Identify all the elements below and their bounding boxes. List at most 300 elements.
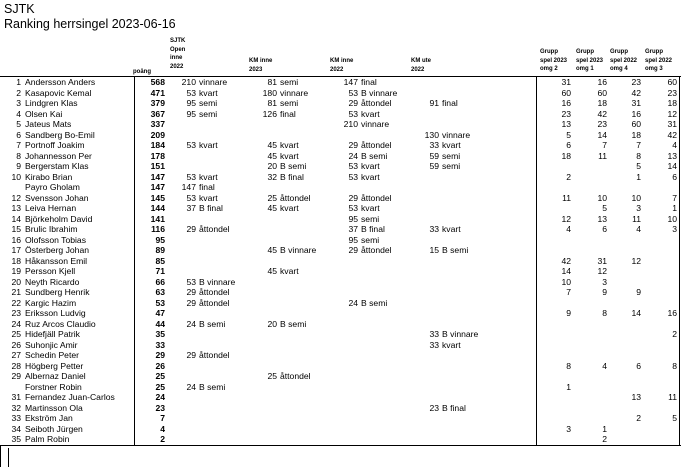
cell-g2 — [574, 392, 607, 403]
cell-g2: 1 — [602, 423, 607, 434]
cell-kup — [411, 109, 439, 120]
cell-kup — [411, 77, 439, 88]
cell-kup: 33 — [429, 224, 439, 234]
cell-or: B vinnare — [199, 276, 236, 287]
header-km22-l2: 2022 — [330, 66, 344, 73]
cell-k22r — [361, 350, 409, 361]
cell-or — [199, 361, 247, 372]
cell-g1: 1 — [566, 381, 571, 392]
cell-g4 — [644, 382, 677, 393]
cell-k22p: 53 — [348, 108, 358, 119]
cell-g2 — [574, 161, 607, 172]
cell-points: 71 — [155, 266, 165, 276]
cell-k23r: kvart — [280, 140, 299, 150]
cell-or — [199, 151, 247, 162]
cell-rank: 28 — [11, 360, 21, 371]
cell-k23r: semi — [280, 98, 299, 108]
cell-g1: 6 — [566, 140, 571, 150]
cell-kup — [411, 214, 439, 225]
cell-kup: 23 — [429, 402, 439, 413]
cell-name: Jateus Mats — [25, 119, 72, 129]
cell-kup — [411, 350, 439, 361]
cell-k22p — [330, 308, 358, 319]
row-header-divider — [0, 445, 1, 467]
cell-k22r: kvart — [361, 108, 380, 119]
cell-name: Fernandez Juan-Carlos — [25, 392, 115, 402]
cell-k22r: kvart — [361, 161, 380, 171]
cell-rank: 19 — [11, 266, 21, 276]
cell-kup — [411, 434, 439, 445]
cell-kur: kvart — [442, 339, 461, 350]
cell-kup — [411, 193, 439, 204]
cell-rank: 5 — [16, 119, 21, 129]
cell-g1 — [538, 392, 571, 403]
cell-name: Neyth Ricardo — [25, 276, 80, 287]
cell-op — [167, 392, 196, 403]
cell-k22p: 53 — [348, 87, 358, 98]
cell-rank: 8 — [16, 150, 21, 161]
cell-op — [167, 308, 196, 319]
cell-k22p — [330, 371, 358, 382]
cell-k22r — [361, 287, 409, 298]
cell-points: 89 — [155, 245, 165, 255]
cell-k23r: B semi — [280, 318, 307, 329]
cell-g2: 23 — [597, 119, 607, 129]
cell-op: 24 — [186, 381, 196, 392]
cell-op — [167, 256, 196, 267]
cell-g4: 60 — [667, 77, 677, 87]
cell-g4 — [644, 434, 677, 445]
cell-name: Brulic Ibrahim — [25, 224, 78, 234]
cell-k23r: kvart — [280, 266, 299, 276]
cell-kup — [411, 361, 439, 372]
cell-or — [199, 130, 247, 141]
cell-kur — [442, 193, 490, 204]
cell-points: 367 — [150, 108, 165, 119]
cell-kur: B semi — [442, 245, 469, 255]
cell-g3 — [609, 298, 641, 309]
cell-or — [199, 161, 247, 172]
cell-g1: 14 — [561, 266, 571, 276]
cell-kur — [442, 382, 490, 393]
cell-k22p: 29 — [348, 98, 358, 108]
cell-op — [167, 371, 196, 382]
cell-k22p: 147 — [343, 77, 358, 87]
cell-g4 — [644, 277, 677, 288]
cell-rank: 7 — [16, 140, 21, 150]
cell-kup: 33 — [429, 339, 439, 350]
cell-g2 — [574, 319, 607, 330]
cell-rank: 23 — [11, 308, 21, 318]
cell-g1: 8 — [566, 360, 571, 371]
cell-points: 116 — [151, 224, 165, 234]
header-open-l2: Open — [170, 46, 186, 53]
cell-g2: 42 — [597, 108, 607, 119]
cell-points: 141 — [150, 213, 165, 224]
header-g1-l1: Grupp — [540, 49, 558, 55]
cell-kur — [442, 298, 490, 309]
cell-or — [199, 308, 247, 319]
cell-rank: 25 — [11, 329, 21, 339]
cell-points: 2 — [160, 434, 165, 444]
cell-g2: 9 — [602, 287, 607, 297]
cell-kup: 33 — [429, 329, 439, 339]
cell-k23p — [249, 287, 277, 298]
cell-g3: 23 — [631, 77, 641, 87]
cell-k22r — [361, 361, 409, 372]
cell-g3: 13 — [631, 392, 641, 402]
cell-g3: 10 — [631, 192, 641, 203]
cell-op: 53 — [186, 276, 196, 287]
cell-g2: 14 — [597, 129, 607, 140]
cell-g2: 12 — [597, 266, 607, 276]
cell-or: åttondel — [199, 350, 230, 360]
header-points: poäng — [133, 69, 151, 75]
cell-kur — [442, 308, 490, 319]
header-km23-l1: KM inne — [249, 58, 273, 64]
cell-points: 95 — [155, 234, 165, 245]
cell-g4: 2 — [672, 329, 677, 339]
cell-g4: 14 — [667, 161, 677, 171]
cell-kur — [442, 361, 490, 372]
cell-g4 — [644, 256, 677, 267]
cell-rank: 33 — [11, 413, 21, 423]
cell-k23r — [280, 424, 328, 435]
cell-k22r: vinnare — [361, 119, 390, 129]
cell-g3: 2 — [636, 413, 641, 423]
cell-rank: 9 — [16, 161, 21, 171]
cell-k23p — [249, 224, 277, 235]
cell-kup — [411, 182, 439, 193]
cell-name: Håkansson Emil — [25, 255, 88, 266]
cell-op — [167, 340, 196, 351]
cell-g3: 12 — [631, 255, 641, 266]
cell-k23p — [249, 182, 277, 193]
cell-points: 147 — [150, 182, 165, 192]
cell-g4: 12 — [667, 108, 677, 119]
cell-name: Björkeholm David — [25, 213, 93, 224]
cell-g4: 1 — [672, 203, 677, 213]
cell-kur: final — [442, 98, 458, 108]
cell-k22r — [361, 340, 409, 351]
cell-g3: 9 — [636, 287, 641, 297]
cell-k22r: final — [361, 77, 377, 87]
cell-g1 — [538, 319, 571, 330]
cell-g2 — [574, 371, 607, 382]
cell-k22p — [330, 350, 358, 361]
cell-g4: 11 — [668, 392, 677, 402]
cell-g2 — [574, 382, 607, 393]
cell-k22p — [330, 277, 358, 288]
cell-op — [167, 434, 196, 445]
cell-g2: 7 — [602, 140, 607, 150]
cell-g3: 1 — [636, 171, 641, 182]
cell-k22p — [330, 329, 358, 340]
cell-k22r — [361, 277, 409, 288]
cell-kur — [442, 287, 490, 298]
cell-name: Seiboth Jürgen — [25, 423, 83, 434]
cell-k22p — [330, 403, 358, 414]
cell-rank: 21 — [11, 287, 21, 297]
cell-op: 29 — [186, 297, 196, 308]
cell-kup — [411, 413, 439, 424]
cell-k23r: vinnare — [280, 87, 309, 98]
cell-name: Kargic Hazim — [25, 297, 77, 308]
cell-g3: 60 — [631, 119, 641, 129]
cell-k23p: 32 — [267, 171, 277, 182]
cell-name: Kasapovic Kemal — [25, 87, 92, 98]
cell-k23p: 25 — [267, 192, 277, 203]
cell-k23p — [249, 256, 277, 267]
cell-kur — [442, 371, 490, 382]
header-open-l4: 2022 — [170, 63, 184, 70]
cell-g3: 16 — [631, 108, 641, 119]
cell-g1 — [538, 340, 571, 351]
cell-name: Svensson Johan — [25, 192, 89, 203]
cell-or — [199, 214, 247, 225]
cell-g1 — [538, 350, 571, 361]
cell-g2 — [574, 182, 607, 193]
cell-g1: 13 — [561, 119, 571, 129]
header-g4-l3: omg 3 — [645, 66, 663, 73]
cell-op — [167, 119, 196, 130]
cell-k22r: B vinnare — [361, 87, 398, 98]
cell-g4: 8 — [672, 360, 677, 371]
cell-g4: 6 — [672, 171, 677, 182]
cell-k22r — [361, 130, 409, 141]
cell-g4 — [644, 266, 677, 277]
cell-k22r: åttondel — [361, 192, 392, 203]
cell-or: semi — [199, 108, 218, 119]
cell-g1 — [538, 403, 571, 414]
cell-k22r: kvart — [361, 203, 380, 213]
cell-g3 — [609, 266, 641, 277]
cell-name: Suhonjic Amir — [25, 339, 78, 350]
cell-g1 — [538, 235, 571, 246]
cell-k22p: 53 — [348, 203, 358, 213]
cell-g4: 10 — [667, 213, 677, 224]
cell-kup: 15 — [429, 245, 439, 255]
cell-op — [167, 235, 196, 246]
cell-g1: 11 — [562, 192, 571, 203]
cell-g4: 18 — [667, 98, 677, 108]
cell-k22r — [361, 403, 409, 414]
cell-g3 — [609, 340, 641, 351]
cell-k23p: 20 — [267, 318, 277, 329]
cell-k22p — [330, 130, 358, 141]
header-km23-l2: 2023 — [249, 66, 263, 73]
cell-op: 53 — [186, 87, 196, 98]
cell-g4 — [644, 245, 677, 256]
cell-rank: 16 — [11, 234, 21, 245]
cell-g2: 2 — [602, 434, 607, 444]
cell-op: 53 — [186, 171, 196, 182]
cell-op: 147 — [181, 182, 196, 192]
cell-name: Payro Gholam — [25, 182, 80, 192]
cell-k23r — [280, 340, 328, 351]
cell-k23p: 20 — [267, 161, 277, 171]
cell-name: Olsen Kai — [25, 108, 63, 119]
cell-points: 471 — [150, 87, 165, 98]
cell-name: Andersson Anders — [25, 77, 96, 87]
cell-g1 — [538, 413, 571, 424]
cell-points: 151 — [150, 161, 165, 171]
cell-g1 — [538, 245, 571, 256]
cell-g1 — [538, 434, 571, 445]
cell-g2: 6 — [602, 224, 607, 234]
cell-k23p — [249, 308, 277, 319]
cell-rank: 20 — [11, 276, 21, 287]
header-g4-l1: Grupp — [645, 49, 663, 55]
cell-g1: 2 — [566, 171, 571, 182]
cell-k22p — [330, 340, 358, 351]
cell-k22r — [361, 182, 409, 193]
cell-rank: 22 — [11, 297, 21, 308]
header-g2-l2: spel 2023 — [576, 57, 604, 64]
cell-name: Kirabo Brian — [25, 171, 73, 182]
cell-kur: semi — [442, 161, 461, 171]
cell-rank: 2 — [16, 87, 21, 98]
cell-k22r — [361, 434, 409, 445]
cell-kur — [442, 182, 490, 193]
cell-or: kvart — [199, 140, 218, 150]
cell-or: vinnare — [199, 77, 228, 87]
cell-kur — [442, 109, 490, 120]
cell-g2: 10 — [597, 192, 607, 203]
cell-g2: 18 — [597, 98, 607, 108]
cell-g1: 5 — [566, 129, 571, 140]
cell-g1 — [538, 203, 571, 214]
cell-k23p — [249, 350, 277, 361]
cell-name: Olofsson Tobias — [25, 234, 86, 245]
cell-g3: 18 — [631, 129, 641, 140]
cell-name: Sundberg Henrik — [25, 287, 90, 297]
cell-g4: 23 — [667, 87, 677, 98]
cell-g1: 7 — [566, 287, 571, 297]
cell-rank: 14 — [11, 213, 21, 224]
cell-k23r — [280, 361, 328, 372]
cell-k23r — [280, 392, 328, 403]
cell-op: 53 — [186, 192, 196, 203]
cell-or: kvart — [199, 171, 218, 182]
cell-name: Leiva Hernan — [25, 203, 77, 213]
table-bottom-border — [0, 445, 681, 446]
cell-g2 — [574, 329, 607, 340]
sheet-title: SJTK — [4, 2, 35, 16]
cell-k22p — [330, 382, 358, 393]
cell-k23p: 45 — [267, 203, 277, 213]
cell-k23r: kvart — [280, 150, 299, 161]
cell-k23r — [280, 413, 328, 424]
cell-or: kvart — [199, 87, 218, 98]
cell-or — [199, 235, 247, 246]
cell-or: åttondel — [199, 297, 230, 308]
cell-g3 — [609, 319, 641, 330]
cell-k23p: 45 — [267, 150, 277, 161]
cell-g2: 5 — [602, 203, 607, 213]
cell-g3 — [609, 235, 641, 246]
cell-k23p — [249, 235, 277, 246]
cell-k22p: 24 — [348, 297, 358, 308]
cell-kur — [442, 277, 490, 288]
cell-k23r: B final — [280, 171, 304, 182]
cell-k23p — [249, 392, 277, 403]
cell-op — [167, 245, 196, 256]
cell-k23p — [249, 329, 277, 340]
cell-k22r — [361, 308, 409, 319]
cell-kup — [411, 235, 439, 246]
cell-g1: 31 — [561, 77, 571, 87]
header-km22-l1: KM inne — [330, 58, 354, 64]
cell-k23p — [249, 214, 277, 225]
cell-kur — [442, 319, 490, 330]
cell-k22r: åttondel — [361, 245, 392, 255]
cell-points: 63 — [155, 287, 165, 297]
cell-k22r — [361, 266, 409, 277]
cell-kur — [442, 214, 490, 225]
cell-kur — [442, 77, 490, 88]
cell-kup — [411, 119, 439, 130]
cell-op — [167, 361, 196, 372]
cell-k22r — [361, 319, 409, 330]
cell-rank: 6 — [16, 129, 21, 140]
cell-g3 — [609, 403, 641, 414]
cell-k22p: 37 — [348, 224, 358, 234]
cell-g4: 5 — [672, 413, 677, 423]
cell-g2: 3 — [602, 276, 607, 287]
cell-name: Ruz Arcos Claudio — [25, 318, 96, 329]
cell-g4 — [644, 182, 677, 193]
cell-kur: kvart — [442, 140, 461, 150]
cell-kur: B final — [442, 402, 466, 413]
cell-kup — [411, 172, 439, 183]
cell-k22r — [361, 424, 409, 435]
cell-kur — [442, 424, 490, 435]
cell-op: 37 — [186, 203, 196, 213]
cell-g2: 11 — [598, 150, 607, 161]
cell-kup — [411, 203, 439, 214]
cell-kup — [411, 277, 439, 288]
header-kmute-l2: 2022 — [411, 66, 425, 73]
cell-rank: 27 — [11, 350, 21, 360]
cell-name: Forstner Robin — [25, 381, 82, 392]
cell-k23p: 126 — [262, 108, 277, 119]
cell-g3: 6 — [636, 360, 641, 371]
cell-k23r — [280, 350, 328, 361]
cell-points: 35 — [155, 329, 165, 339]
cell-rank: 1 — [16, 77, 21, 87]
cell-g1 — [538, 329, 571, 340]
cell-g2 — [574, 172, 607, 183]
cell-rank: 31 — [11, 392, 21, 402]
cell-k22p: 29 — [348, 140, 358, 150]
cell-k23r — [280, 119, 328, 130]
header-g3-l3: omg 4 — [610, 66, 628, 73]
cell-rank: 24 — [11, 318, 21, 329]
cell-g3: 31 — [631, 98, 641, 108]
cell-k22r — [361, 382, 409, 393]
cell-k23p: 81 — [267, 98, 277, 108]
cell-rank: 34 — [11, 423, 21, 434]
cell-name: Österberg Johan — [25, 245, 90, 255]
cell-kur — [442, 413, 490, 424]
cell-k22p: 24 — [348, 150, 358, 161]
cell-op: 95 — [186, 98, 196, 108]
cell-op: 29 — [186, 350, 196, 360]
cell-kup — [411, 256, 439, 267]
cell-g3 — [609, 329, 641, 340]
cell-op — [167, 424, 196, 435]
